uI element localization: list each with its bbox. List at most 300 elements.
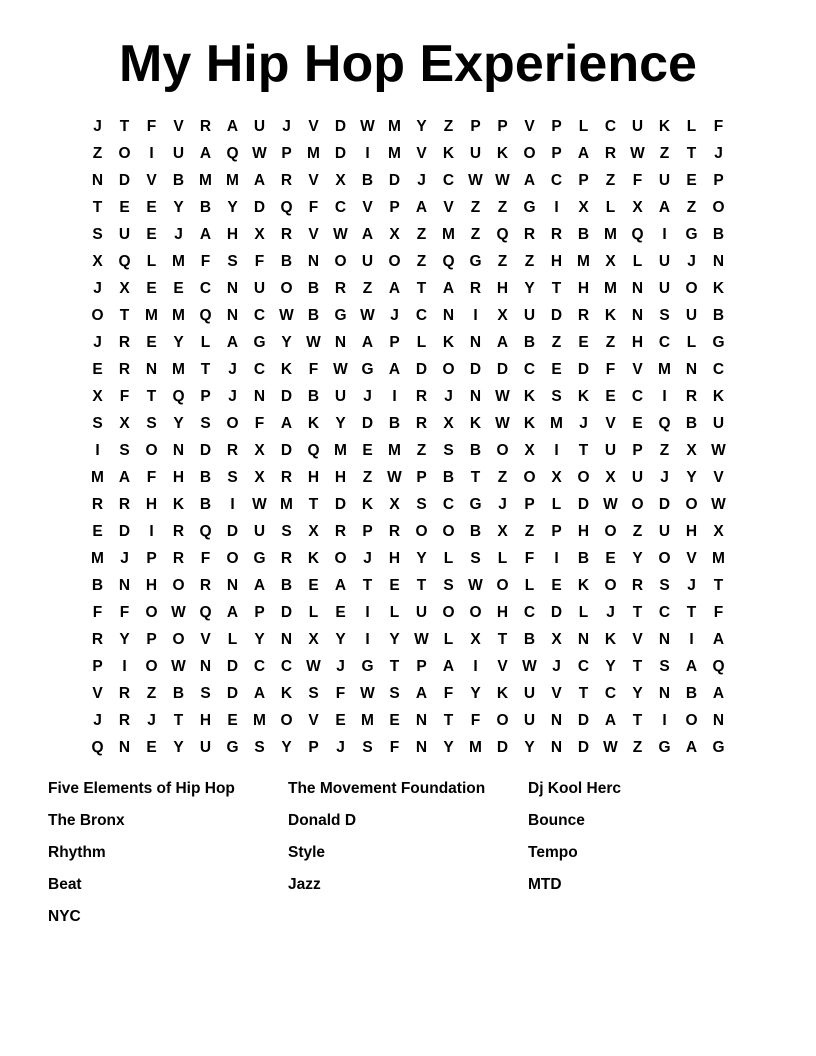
grid-letter[interactable]: J — [579, 415, 588, 432]
grid-letter[interactable]: P — [713, 172, 724, 189]
grid-letter[interactable]: S — [659, 658, 670, 675]
grid-letter[interactable]: V — [200, 631, 211, 648]
grid-letter[interactable]: N — [631, 280, 644, 297]
grid-letter[interactable]: S — [659, 307, 670, 324]
grid-letter[interactable]: O — [577, 469, 590, 486]
grid-letter[interactable]: S — [200, 415, 211, 432]
grid-letter[interactable]: E — [92, 361, 103, 378]
grid-letter[interactable]: V — [632, 361, 643, 378]
grid-letter[interactable]: L — [308, 604, 319, 621]
grid-letter[interactable]: H — [145, 496, 158, 513]
grid-letter[interactable]: H — [685, 523, 698, 540]
grid-letter[interactable]: F — [254, 415, 265, 432]
grid-letter[interactable]: R — [280, 172, 293, 189]
grid-letter[interactable]: A — [442, 280, 455, 297]
grid-letter[interactable]: Y — [470, 685, 481, 702]
grid-letter[interactable]: O — [118, 145, 131, 162]
grid-letter[interactable]: N — [145, 361, 158, 378]
grid-letter[interactable]: P — [578, 172, 589, 189]
grid-letter[interactable]: U — [172, 145, 185, 162]
grid-letter[interactable]: U — [523, 712, 536, 729]
grid-letter[interactable]: T — [173, 712, 184, 729]
grid-letter[interactable]: O — [172, 631, 185, 648]
grid-letter[interactable]: U — [685, 307, 698, 324]
grid-letter[interactable]: K — [469, 415, 482, 432]
grid-letter[interactable]: Z — [497, 199, 508, 216]
grid-letter[interactable]: A — [199, 145, 212, 162]
grid-letter[interactable]: L — [200, 334, 211, 351]
grid-letter[interactable]: H — [199, 712, 212, 729]
grid-letter[interactable]: T — [92, 199, 103, 216]
grid-letter[interactable]: G — [712, 739, 725, 756]
grid-letter[interactable]: T — [146, 388, 157, 405]
grid-letter[interactable]: S — [227, 469, 238, 486]
grid-letter[interactable]: T — [470, 469, 481, 486]
grid-letter[interactable]: P — [92, 658, 103, 675]
grid-letter[interactable]: B — [172, 685, 185, 702]
grid-letter[interactable]: D — [577, 739, 590, 756]
grid-letter[interactable]: Q — [496, 226, 509, 243]
grid-letter[interactable]: E — [335, 712, 346, 729]
grid-letter[interactable]: P — [146, 550, 157, 567]
grid-letter[interactable]: N — [712, 712, 725, 729]
grid-letter[interactable]: T — [416, 577, 427, 594]
grid-letter[interactable]: H — [496, 604, 509, 621]
grid-letter[interactable]: C — [253, 361, 266, 378]
grid-letter[interactable]: R — [172, 523, 185, 540]
grid-letter[interactable]: B — [712, 307, 725, 324]
grid-letter[interactable]: L — [443, 631, 454, 648]
grid-letter[interactable]: A — [226, 118, 239, 135]
grid-letter[interactable]: E — [686, 172, 697, 189]
grid-letter[interactable]: W — [522, 658, 537, 675]
grid-letter[interactable]: W — [495, 172, 510, 189]
grid-letter[interactable]: E — [335, 604, 346, 621]
grid-letter[interactable]: R — [523, 226, 536, 243]
grid-letter[interactable]: W — [279, 307, 294, 324]
grid-letter[interactable]: N — [685, 361, 698, 378]
grid-letter[interactable]: S — [416, 496, 427, 513]
grid-letter[interactable]: R — [118, 334, 131, 351]
grid-letter[interactable]: L — [443, 550, 454, 567]
grid-letter[interactable]: H — [334, 469, 347, 486]
grid-letter[interactable]: O — [226, 415, 239, 432]
grid-letter[interactable]: S — [551, 388, 562, 405]
grid-letter[interactable]: Y — [173, 739, 184, 756]
grid-letter[interactable]: J — [714, 145, 723, 162]
grid-letter[interactable]: U — [604, 442, 617, 459]
grid-letter[interactable]: R — [280, 550, 293, 567]
grid-letter[interactable]: U — [253, 523, 266, 540]
grid-letter[interactable]: X — [254, 226, 265, 243]
grid-letter[interactable]: C — [442, 172, 455, 189]
grid-letter[interactable]: Z — [605, 172, 616, 189]
grid-letter[interactable]: R — [118, 685, 131, 702]
grid-letter[interactable]: H — [307, 469, 320, 486]
grid-letter[interactable]: H — [172, 469, 185, 486]
grid-letter[interactable]: A — [361, 226, 374, 243]
grid-letter[interactable]: A — [361, 334, 374, 351]
grid-letter[interactable]: B — [91, 577, 104, 594]
grid-letter[interactable]: H — [577, 280, 590, 297]
grid-letter[interactable]: M — [361, 712, 374, 729]
grid-letter[interactable]: R — [226, 442, 239, 459]
grid-letter[interactable]: N — [118, 577, 131, 594]
grid-letter[interactable]: M — [91, 469, 104, 486]
grid-letter[interactable]: D — [361, 415, 374, 432]
grid-letter[interactable]: N — [172, 442, 185, 459]
grid-letter[interactable]: R — [118, 712, 131, 729]
grid-letter[interactable]: B — [712, 226, 725, 243]
grid-letter[interactable]: B — [523, 334, 536, 351]
grid-letter[interactable]: A — [442, 658, 455, 675]
grid-letter[interactable]: X — [497, 523, 508, 540]
grid-letter[interactable]: L — [524, 577, 535, 594]
grid-letter[interactable]: S — [92, 415, 103, 432]
grid-letter[interactable]: A — [415, 685, 428, 702]
grid-letter[interactable]: I — [365, 145, 370, 162]
grid-letter[interactable]: Q — [172, 388, 185, 405]
grid-letter[interactable]: V — [362, 199, 373, 216]
grid-letter[interactable]: U — [523, 685, 536, 702]
grid-letter[interactable]: F — [254, 253, 265, 270]
grid-letter[interactable]: J — [93, 118, 102, 135]
grid-letter[interactable]: Z — [497, 253, 508, 270]
grid-letter[interactable]: A — [388, 280, 401, 297]
grid-letter[interactable]: D — [658, 496, 671, 513]
grid-letter[interactable]: N — [658, 685, 671, 702]
grid-letter[interactable]: K — [604, 631, 617, 648]
grid-letter[interactable]: N — [550, 739, 563, 756]
grid-letter[interactable]: E — [146, 280, 157, 297]
grid-letter[interactable]: P — [497, 118, 508, 135]
grid-letter[interactable]: W — [711, 442, 726, 459]
grid-letter[interactable]: B — [307, 280, 320, 297]
grid-letter[interactable]: W — [360, 118, 375, 135]
grid-letter[interactable]: I — [149, 145, 154, 162]
grid-letter[interactable]: B — [577, 226, 590, 243]
grid-letter[interactable]: J — [552, 658, 561, 675]
grid-letter[interactable]: J — [93, 712, 102, 729]
grid-letter[interactable]: M — [388, 118, 401, 135]
grid-letter[interactable]: T — [632, 658, 643, 675]
grid-letter[interactable]: Y — [605, 658, 616, 675]
grid-letter[interactable]: U — [658, 253, 671, 270]
grid-letter[interactable]: R — [91, 496, 104, 513]
grid-letter[interactable]: O — [145, 658, 158, 675]
grid-letter[interactable]: D — [577, 712, 590, 729]
grid-letter[interactable]: S — [200, 685, 211, 702]
grid-letter[interactable]: Y — [686, 469, 697, 486]
grid-letter[interactable]: B — [577, 550, 590, 567]
grid-letter[interactable]: B — [469, 523, 482, 540]
grid-letter[interactable]: Q — [307, 442, 320, 459]
grid-letter[interactable]: Z — [632, 523, 643, 540]
grid-letter[interactable]: P — [308, 739, 319, 756]
grid-letter[interactable]: R — [280, 226, 293, 243]
grid-letter[interactable]: E — [146, 739, 157, 756]
grid-letter[interactable]: M — [280, 496, 293, 513]
grid-letter[interactable]: B — [199, 199, 212, 216]
grid-letter[interactable]: D — [550, 307, 563, 324]
grid-letter[interactable]: A — [253, 685, 266, 702]
grid-letter[interactable]: A — [415, 199, 428, 216]
grid-letter[interactable]: I — [554, 550, 559, 567]
grid-letter[interactable]: Q — [442, 253, 455, 270]
grid-letter[interactable]: B — [199, 496, 212, 513]
grid-letter[interactable]: P — [254, 604, 265, 621]
grid-letter[interactable]: E — [578, 334, 589, 351]
grid-letter[interactable]: V — [92, 685, 103, 702]
grid-letter[interactable]: L — [686, 118, 697, 135]
grid-letter[interactable]: X — [92, 253, 103, 270]
grid-letter[interactable]: F — [200, 550, 211, 567]
grid-letter[interactable]: J — [228, 388, 237, 405]
grid-letter[interactable]: M — [334, 442, 347, 459]
grid-letter[interactable]: B — [685, 685, 698, 702]
grid-letter[interactable]: R — [604, 145, 617, 162]
grid-letter[interactable]: W — [306, 658, 321, 675]
grid-letter[interactable]: M — [172, 253, 185, 270]
grid-letter[interactable]: D — [280, 442, 293, 459]
grid-letter[interactable]: T — [389, 658, 400, 675]
grid-letter[interactable]: S — [659, 577, 670, 594]
grid-letter[interactable]: C — [253, 307, 266, 324]
grid-letter[interactable]: A — [604, 712, 617, 729]
grid-letter[interactable]: X — [632, 199, 643, 216]
grid-letter[interactable]: O — [685, 496, 698, 513]
grid-letter[interactable]: J — [120, 550, 129, 567]
grid-letter[interactable]: Y — [173, 199, 184, 216]
grid-letter[interactable]: D — [226, 658, 239, 675]
grid-letter[interactable]: K — [307, 415, 320, 432]
grid-letter[interactable]: M — [172, 307, 185, 324]
grid-letter[interactable]: U — [523, 307, 536, 324]
grid-letter[interactable]: O — [685, 280, 698, 297]
grid-letter[interactable]: X — [389, 226, 400, 243]
grid-letter[interactable]: E — [605, 550, 616, 567]
grid-letter[interactable]: Y — [524, 739, 535, 756]
grid-letter[interactable]: K — [577, 388, 590, 405]
grid-letter[interactable]: Y — [281, 739, 292, 756]
grid-letter[interactable]: I — [95, 442, 100, 459]
grid-letter[interactable]: I — [662, 226, 667, 243]
grid-letter[interactable]: Z — [551, 334, 562, 351]
grid-letter[interactable]: E — [389, 712, 400, 729]
grid-letter[interactable]: M — [388, 145, 401, 162]
grid-letter[interactable]: Y — [254, 631, 265, 648]
grid-letter[interactable]: R — [469, 280, 482, 297]
grid-letter[interactable]: V — [173, 118, 184, 135]
grid-letter[interactable]: R — [577, 307, 590, 324]
grid-letter[interactable]: S — [281, 523, 292, 540]
grid-letter[interactable]: X — [335, 172, 346, 189]
grid-letter[interactable]: B — [442, 469, 455, 486]
grid-letter[interactable]: J — [606, 604, 615, 621]
grid-letter[interactable]: V — [146, 172, 157, 189]
grid-letter[interactable]: Q — [91, 739, 104, 756]
grid-letter[interactable]: G — [226, 739, 239, 756]
grid-letter[interactable]: L — [632, 253, 643, 270]
grid-letter[interactable]: W — [495, 388, 510, 405]
grid-letter[interactable]: I — [662, 712, 667, 729]
grid-letter[interactable]: R — [415, 388, 428, 405]
grid-letter[interactable]: C — [658, 334, 671, 351]
grid-letter[interactable]: X — [524, 442, 535, 459]
grid-letter[interactable]: C — [334, 199, 347, 216]
grid-letter[interactable]: O — [658, 550, 671, 567]
grid-letter[interactable]: Q — [226, 145, 239, 162]
grid-letter[interactable]: F — [713, 604, 724, 621]
grid-letter[interactable]: M — [145, 307, 158, 324]
grid-letter[interactable]: F — [308, 361, 319, 378]
grid-letter[interactable]: J — [147, 712, 156, 729]
grid-letter[interactable]: J — [444, 388, 453, 405]
grid-letter[interactable]: O — [226, 550, 239, 567]
grid-letter[interactable]: E — [173, 280, 184, 297]
grid-letter[interactable]: P — [389, 334, 400, 351]
grid-letter[interactable]: L — [416, 334, 427, 351]
grid-letter[interactable]: W — [603, 739, 618, 756]
grid-letter[interactable]: B — [361, 172, 374, 189]
grid-letter[interactable]: W — [387, 469, 402, 486]
grid-letter[interactable]: B — [469, 442, 482, 459]
grid-letter[interactable]: K — [658, 118, 671, 135]
grid-letter[interactable]: D — [253, 199, 266, 216]
grid-letter[interactable]: G — [469, 253, 482, 270]
grid-letter[interactable]: W — [252, 496, 267, 513]
grid-letter[interactable]: N — [334, 334, 347, 351]
grid-letter[interactable]: W — [360, 307, 375, 324]
grid-letter[interactable]: U — [631, 118, 644, 135]
grid-letter[interactable]: F — [146, 469, 157, 486]
grid-letter[interactable]: R — [334, 280, 347, 297]
grid-letter[interactable]: N — [307, 253, 320, 270]
grid-letter[interactable]: Z — [92, 145, 103, 162]
grid-letter[interactable]: R — [280, 469, 293, 486]
grid-letter[interactable]: O — [685, 712, 698, 729]
grid-letter[interactable]: N — [577, 631, 590, 648]
grid-letter[interactable]: W — [333, 226, 348, 243]
grid-letter[interactable]: X — [578, 199, 589, 216]
grid-letter[interactable]: S — [227, 253, 238, 270]
grid-letter[interactable]: D — [550, 604, 563, 621]
grid-letter[interactable]: O — [145, 442, 158, 459]
grid-letter[interactable]: L — [497, 550, 508, 567]
grid-letter[interactable]: Z — [416, 253, 427, 270]
grid-letter[interactable]: K — [496, 685, 509, 702]
grid-letter[interactable]: X — [605, 469, 616, 486]
grid-letter[interactable]: B — [523, 631, 536, 648]
grid-letter[interactable]: K — [523, 388, 536, 405]
grid-letter[interactable]: D — [334, 496, 347, 513]
grid-letter[interactable]: Q — [712, 658, 725, 675]
grid-letter[interactable]: G — [361, 658, 374, 675]
grid-letter[interactable]: X — [119, 415, 130, 432]
grid-letter[interactable]: O — [280, 280, 293, 297]
grid-letter[interactable]: J — [93, 334, 102, 351]
grid-letter[interactable]: K — [307, 550, 320, 567]
grid-letter[interactable]: R — [415, 415, 428, 432]
grid-letter[interactable]: Z — [524, 253, 535, 270]
grid-letter[interactable]: X — [92, 388, 103, 405]
grid-letter[interactable]: U — [658, 172, 671, 189]
grid-letter[interactable]: V — [632, 631, 643, 648]
grid-letter[interactable]: A — [658, 199, 671, 216]
grid-letter[interactable]: D — [388, 172, 401, 189]
grid-letter[interactable]: K — [280, 685, 293, 702]
grid-letter[interactable]: L — [578, 604, 589, 621]
grid-letter[interactable]: T — [686, 145, 697, 162]
grid-letter[interactable]: M — [577, 253, 590, 270]
grid-letter[interactable]: N — [658, 631, 671, 648]
grid-letter[interactable]: F — [470, 712, 481, 729]
grid-letter[interactable]: O — [496, 577, 509, 594]
grid-letter[interactable]: Y — [443, 739, 454, 756]
grid-letter[interactable]: K — [577, 577, 590, 594]
grid-letter[interactable]: F — [119, 388, 130, 405]
grid-letter[interactable]: D — [577, 361, 590, 378]
grid-letter[interactable]: L — [227, 631, 238, 648]
grid-letter[interactable]: P — [200, 388, 211, 405]
grid-letter[interactable]: M — [658, 361, 671, 378]
grid-letter[interactable]: Z — [470, 226, 481, 243]
grid-letter[interactable]: T — [578, 442, 589, 459]
grid-letter[interactable]: G — [658, 739, 671, 756]
grid-letter[interactable]: Z — [416, 442, 427, 459]
grid-letter[interactable]: O — [496, 712, 509, 729]
grid-letter[interactable]: V — [686, 550, 697, 567]
grid-letter[interactable]: C — [631, 388, 644, 405]
grid-letter[interactable]: Y — [389, 631, 400, 648]
grid-letter[interactable]: C — [604, 685, 617, 702]
grid-letter[interactable]: W — [171, 658, 186, 675]
grid-letter[interactable]: S — [146, 415, 157, 432]
grid-letter[interactable]: X — [254, 469, 265, 486]
grid-letter[interactable]: O — [172, 577, 185, 594]
grid-letter[interactable]: R — [91, 631, 104, 648]
grid-letter[interactable]: B — [307, 307, 320, 324]
grid-letter[interactable]: V — [416, 145, 427, 162]
grid-letter[interactable]: I — [473, 307, 478, 324]
grid-letter[interactable]: V — [308, 172, 319, 189]
grid-letter[interactable]: H — [550, 253, 563, 270]
grid-letter[interactable]: M — [172, 361, 185, 378]
grid-letter[interactable]: F — [524, 550, 535, 567]
grid-letter[interactable]: A — [685, 739, 698, 756]
grid-letter[interactable]: D — [199, 442, 212, 459]
grid-letter[interactable]: Z — [686, 199, 697, 216]
grid-letter[interactable]: W — [468, 172, 483, 189]
grid-letter[interactable]: O — [604, 523, 617, 540]
grid-letter[interactable]: T — [497, 631, 508, 648]
grid-letter[interactable]: L — [686, 334, 697, 351]
grid-letter[interactable]: O — [388, 253, 401, 270]
grid-letter[interactable]: U — [253, 118, 266, 135]
grid-letter[interactable]: C — [577, 658, 590, 675]
grid-letter[interactable]: K — [604, 307, 617, 324]
grid-letter[interactable]: D — [280, 388, 293, 405]
grid-letter[interactable]: E — [605, 388, 616, 405]
grid-letter[interactable]: N — [712, 253, 725, 270]
grid-letter[interactable]: W — [306, 334, 321, 351]
grid-letter[interactable]: O — [604, 577, 617, 594]
grid-letter[interactable]: N — [226, 307, 239, 324]
grid-letter[interactable]: H — [631, 334, 644, 351]
grid-letter[interactable]: J — [687, 253, 696, 270]
grid-letter[interactable]: E — [632, 415, 643, 432]
grid-letter[interactable]: Y — [119, 631, 130, 648]
